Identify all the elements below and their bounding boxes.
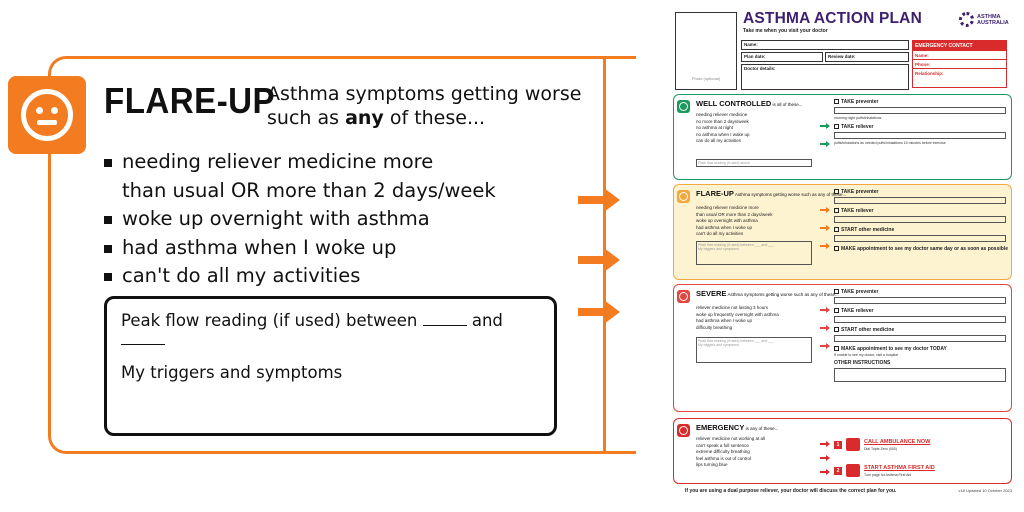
call-ambulance-label: CALL AMBULANCE NOW xyxy=(864,439,931,445)
preventer-field[interactable] xyxy=(834,297,1006,304)
zone-symptom-list: needing reliever medicine no more than 2 days/week no asthma at night no asthma when I wake up can do all my activities xyxy=(696,112,750,143)
checkbox[interactable] xyxy=(834,227,839,232)
frame-divider xyxy=(606,56,636,59)
asthma-action-plan-page xyxy=(673,8,1016,500)
frame-divider xyxy=(606,451,636,454)
checkbox[interactable] xyxy=(834,308,839,313)
flare-up-title: FLARE-UP xyxy=(104,80,276,121)
well-controlled-zone: WELL CONTROLLED is all of these... needing reliever medicine no more than 2 days/week no asthma at night no asthma when I wake up can do all my activities Peak flow reading (if used) above TAKE preventer morning night puffs/inhalations TAKE reliever puffs/inhalations as needed puffs/inhalations 15 minutes before exercise xyxy=(673,94,1012,180)
arrow-right-icon xyxy=(578,186,622,214)
logo-mark-icon xyxy=(959,12,974,27)
checkbox[interactable] xyxy=(834,289,839,294)
peak-flow-field[interactable]: Peak flow reading (if used) between ___ and ___ My triggers and symptoms xyxy=(696,337,812,363)
list-item: than usual OR more than 2 days/week xyxy=(122,178,496,202)
neutral-face-icon xyxy=(8,76,86,154)
arrow-right-icon xyxy=(578,246,622,274)
arrow-right-icon xyxy=(820,469,830,475)
name-field[interactable]: Name: xyxy=(741,40,909,50)
flare-up-subtitle: Asthma symptoms getting worse such as any of these... xyxy=(267,83,582,129)
checkbox[interactable] xyxy=(834,99,839,104)
arrow-right-icon xyxy=(578,298,622,326)
asthma-australia-logo: ASTHMA AUSTRALIA xyxy=(959,12,1009,27)
peak-flow-line: Peak flow reading (if used) between and xyxy=(121,311,540,349)
emergency-name-field[interactable]: Name: xyxy=(913,51,1006,60)
checkbox[interactable] xyxy=(834,208,839,213)
plan-footer: If you are using a dual purpose reliever, your doctor will discuss the correct plan for you. xyxy=(685,488,897,494)
emergency-phone-field[interactable]: Phone: xyxy=(913,60,1006,69)
arrow-right-icon xyxy=(820,307,830,313)
arrow-right-icon xyxy=(820,441,830,447)
reliever-field[interactable] xyxy=(834,316,1006,323)
zone-symptom-list: reliever medicine not working at all can't speak a full sentence extreme difficulty breathing feel asthma is out of control lips turning blue xyxy=(696,436,766,467)
checkbox[interactable] xyxy=(834,189,839,194)
preventer-field[interactable] xyxy=(834,197,1006,204)
zone-symptom-list: reliever medicine not lasting 3 hours woke up frequently overnight with asthma had asthma when I woke up difficulty breathing xyxy=(696,305,779,330)
list-item: had asthma when I woke up xyxy=(104,234,496,263)
first-aid-label: START ASTHMA FIRST AID xyxy=(864,465,935,471)
preventer-field[interactable] xyxy=(834,107,1006,114)
peak-flow-field[interactable]: Peak flow reading (if used) above xyxy=(696,159,812,167)
arrow-right-icon xyxy=(820,207,830,213)
reliever-field[interactable] xyxy=(834,216,1006,223)
review-date-field[interactable]: Review date: xyxy=(825,52,909,62)
flare-up-zone: FLARE-UP Asthma symptoms getting worse such as any of these... needing reliever medicine more than usual OR more than 2 days/week woke up overnight with asthma had asthma when I woke up can't do all my activities Peak flow reading (if used) between ___ and ___ My triggers and symptoms TAKE preventer TAKE reliever START other medicine MAKE appointment to see my doctor same day or as soon as possible xyxy=(673,184,1012,280)
doctor-details-field[interactable]: Doctor details: xyxy=(741,64,909,90)
plan-title: ASTHMA ACTION PLAN xyxy=(743,10,922,27)
photo-box: Photo (optional) xyxy=(675,12,737,90)
triggers-label: My triggers and symptoms xyxy=(121,363,343,382)
reliever-field[interactable] xyxy=(834,132,1006,139)
peak-flow-box xyxy=(104,296,557,436)
happy-face-icon xyxy=(677,100,690,113)
flare-up-symptom-list xyxy=(104,148,496,291)
list-item: can't do all my activities xyxy=(104,262,496,291)
medicine-field[interactable] xyxy=(834,335,1006,342)
plan-take-note: Take me when you visit your doctor xyxy=(743,28,828,34)
checkbox[interactable] xyxy=(834,346,839,351)
distressed-face-icon xyxy=(677,424,690,437)
arrow-right-icon xyxy=(820,325,830,331)
peak-flow-field[interactable]: Peak flow reading (if used) between ___ and ___ My triggers and symptoms xyxy=(696,241,812,265)
arrow-right-icon xyxy=(820,123,830,129)
arrow-right-icon xyxy=(820,243,830,249)
checkbox[interactable] xyxy=(834,246,839,251)
arrow-right-icon xyxy=(820,141,830,147)
ambulance-icon xyxy=(846,438,860,451)
arrow-right-icon xyxy=(820,455,830,461)
checkbox[interactable] xyxy=(834,124,839,129)
arrow-right-icon xyxy=(820,343,830,349)
arrow-right-icon xyxy=(820,225,830,231)
list-item: needing reliever medicine more xyxy=(104,148,496,177)
emergency-contact-box: EMERGENCY CONTACT Name: Phone: Relationship: xyxy=(912,40,1007,88)
neutral-face-icon xyxy=(677,190,690,203)
severe-zone: SEVERE Asthma symptoms getting worse such as any of these... reliever medicine not lasting 3 hours woke up frequently overnight with asthma had asthma when I woke up difficulty breathing Peak flow reading (if used) between ___ and ___ My triggers and symptoms TAKE preventer TAKE reliever START other medicine MAKE appointment to see my doctor TODAY If unable to see my doctor, visit a hospital OTHER INSTRUCTIONS xyxy=(673,284,1012,412)
list-item: woke up overnight with asthma xyxy=(104,205,496,234)
zone-symptom-list: needing reliever medicine more than usual OR more than 2 days/week woke up overnight with asthma had asthma when I woke up can't do all my activities xyxy=(696,205,773,236)
emergency-zone: EMERGENCY is any of these... reliever medicine not working at all can't speak a full sentence extreme difficulty breathing feel asthma is out of control lips turning blue 1 CALL AMBULANCE NOW Dial Triple Zero (000) 2 START ASTHMA FIRST AID Turn page for Asthma First Aid xyxy=(673,418,1012,484)
other-instructions-field[interactable] xyxy=(834,368,1006,382)
checkbox[interactable] xyxy=(834,327,839,332)
medicine-field[interactable] xyxy=(834,235,1006,242)
emergency-relationship-field[interactable]: Relationship: xyxy=(915,70,944,76)
sad-face-icon xyxy=(677,290,690,303)
plan-date-field[interactable]: Plan date: xyxy=(741,52,823,62)
first-aid-icon xyxy=(846,464,860,477)
plan-version: v18 Updated 10 October 2023 xyxy=(958,488,1012,493)
